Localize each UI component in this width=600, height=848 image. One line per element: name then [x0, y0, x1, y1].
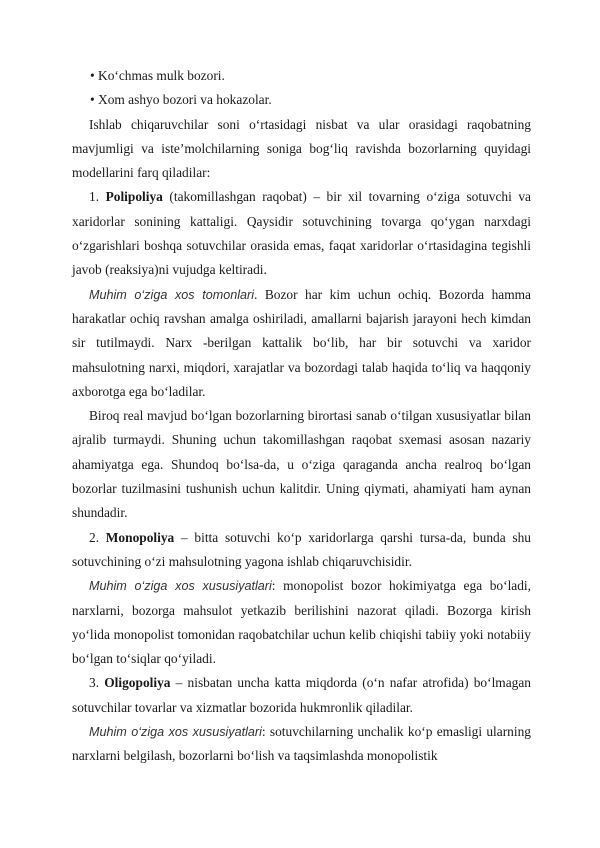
- monopoliya-features-label: Muhim o‘ziga xos xususiyatlari: [89, 579, 272, 594]
- oligopoliya-features-label: Muhim o‘ziga xos xususiyatlari: [89, 725, 262, 740]
- monopoliya-number: 2.: [89, 529, 100, 545]
- oligopoliya-features-text: : sotuvchilarning unchalik ko‘p emasligi ularning narxlarni belgilash, bozorlarni bo‘lish va taqsimlashda monopolistik: [72, 724, 531, 764]
- polipoliya-features-text: . Bozor har kim uchun ochiq. Bozorda hamma harakatlar ochiq ravshan amalga oshiriladi, amallarni bajarish jarayoni hech kimdan sir tutilmaydi. Narx -berilgan kattalik bo‘lib, har bir sotuvchi va xaridor mahsulotning narxi, miqdori, xarajatlar va bozordagi talab haqida to‘liq va haqqoniy axborotga ega bo‘ladilar.: [72, 286, 531, 399]
- oligopoliya-definition: – nisbatan uncha katta miqdorda (o‘n nafar atrofida) bo‘lmagan sotuvchilar tovarlar va xizmatlar bozorida hukmronlik qiladilar.: [72, 675, 531, 715]
- monopoliya-features-text: : monopolist bozor hokimiyatga ega bo‘ladi, narxlarni, bozorga mahsulot yetkazib berilishini nazorat qiladi. Bozorga kirish yo‘lida monopolist tomonidan raqobatchilar uchun kelib chiqishi tabiiy yoki notabiiy bo‘lgan to‘siqlar qo‘yiladi.: [72, 578, 531, 667]
- polipoliya-number: 1.: [89, 189, 100, 205]
- page-body: [72, 64, 531, 769]
- monopoliya-paragraph: [72, 526, 531, 575]
- polipoliya-paragraph: [72, 185, 531, 282]
- monopoliya-definition: – bitta sotuvchi ko‘p xaridorlarga qarshi tursa-da, bunda shu sotuvchining o‘zi mahsulotning yagona ishlab chiqaruvchisidir.: [72, 529, 531, 569]
- polipoliya-extra-paragraph: Biroq real mavjud bo‘lgan bozorlarning birortasi sanab o‘tilgan xususiyatlar bilan ajralib turmaydi. Shuning uchun takomillashgan raqobat sxemasi asosan nazariy ahamiyatga ega. Shundoq bo‘lsa-da, u o‘ziga qaraganda ancha realroq bo‘lgan bozorlar tuzilmasini tushunish uchun kalitdir. Uning qiymati, ahamiyati ham aynan shundadir.: [72, 408, 531, 521]
- oligopoliya-features-paragraph: [72, 720, 531, 769]
- bullet-item-raw-materials: • Xom ashyo bozori va hokazolar.: [90, 92, 272, 108]
- oligopoliya-term: Oligopoliya: [104, 675, 171, 691]
- polipoliya-features-label: Muhim o‘ziga xos tomonlari: [89, 287, 254, 302]
- polipoliya-features-paragraph: [72, 283, 531, 404]
- monopoliya-term: Monopoliya: [105, 529, 175, 545]
- oligopoliya-number: 3.: [89, 675, 100, 691]
- bullet-item-real-estate: • Ko‘chmas mulk bozori.: [90, 68, 225, 83]
- polipoliya-definition: (takomillashgan raqobat) – bir xil tovarning o‘ziga sotuvchi va xaridorlar sonining kattaligi. Qaysidir sotuvchining tovarga qo‘ygan narxdagi o‘zgarishlari boshqa sotuvchilar orasida emas, faqat xaridorlar o‘rtasidagina tegishli javob (reaksiya)ni vujudga keltiradi.: [72, 189, 531, 278]
- monopoliya-features-paragraph: [72, 574, 531, 671]
- polipoliya-term: Polipoliya: [105, 189, 163, 205]
- intro-paragraph: Ishlab chiqaruvchilar soni o‘rtasidagi nisbat va ular orasidagi raqobatning mavjumligi va iste’molchilarning soniga bog‘liq ravishda bozorlarning quyidagi modellarini farq qiladilar:: [72, 116, 531, 181]
- oligopoliya-paragraph: [72, 671, 531, 720]
